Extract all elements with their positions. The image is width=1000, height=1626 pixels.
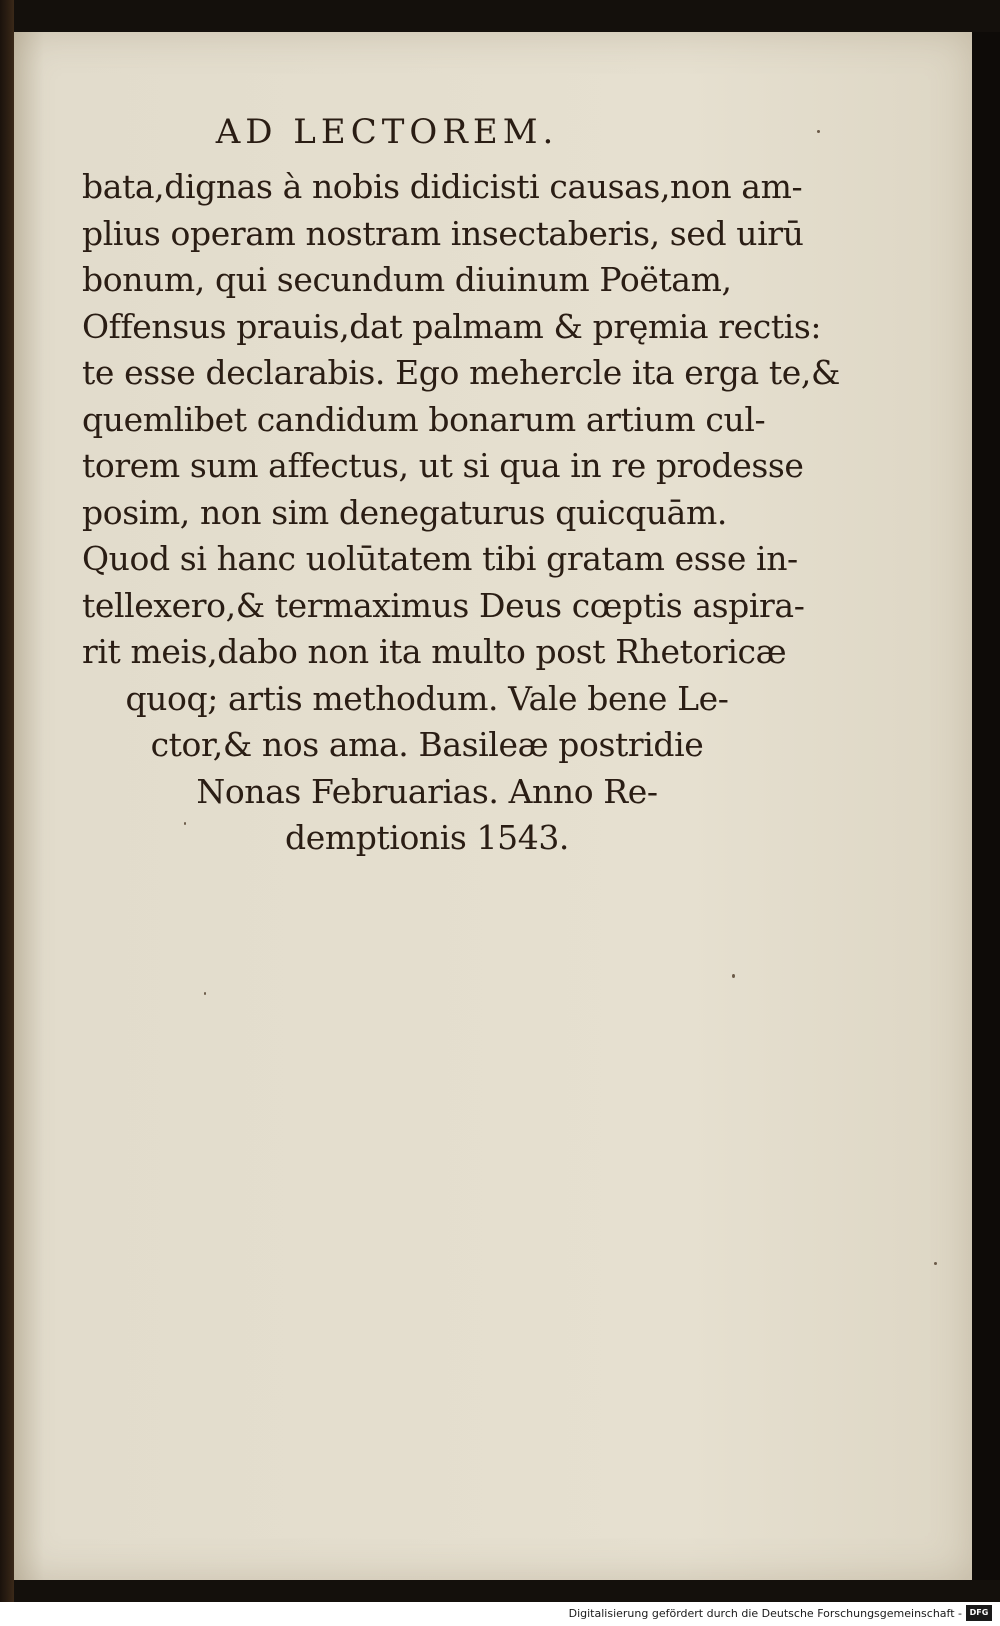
text-line: Offensus prauis,dat palmam & pręmia rectis: bbox=[82, 306, 822, 346]
text-line: bata,dignas à nobis didicisti causas,non am- bbox=[82, 167, 803, 206]
text-line: tellexero,& termaximus Deus cœptis aspira- bbox=[82, 585, 805, 625]
text-line: posim, non sim denegaturus quicquām. bbox=[82, 492, 727, 532]
text-line: quemlibet candidum bonarum artium cul- bbox=[82, 399, 766, 439]
page-text bbox=[82, 108, 840, 862]
paper-speck bbox=[934, 1262, 937, 1265]
closing-line: demptionis 1543. bbox=[284, 818, 570, 857]
text-line: torem sum affectus, ut si qua in re prodesse bbox=[82, 446, 804, 485]
book-spine-edge bbox=[0, 0, 14, 1602]
closing-line: Nonas Februarias. Anno Re- bbox=[196, 771, 658, 811]
text-line: Quod si hanc uolūtatem tibi gratam esse in- bbox=[82, 539, 798, 578]
funding-credit: Digitalisierung gefördert durch die Deutsche Forschungsgemeinschaft - bbox=[568, 1607, 962, 1620]
text-line: plius operam nostram insectaberis, sed uirū bbox=[82, 213, 804, 253]
paper-speck bbox=[817, 130, 820, 133]
scan-background-edge bbox=[972, 32, 1000, 1580]
paper-speck bbox=[204, 992, 206, 995]
text-line: rit meis,dabo non ita multo post Rhetoricæ bbox=[82, 632, 787, 671]
closing-line: quoq; artis methodum. Vale bene Le- bbox=[125, 678, 729, 718]
page-heading: AD LECTOREM. bbox=[215, 112, 559, 152]
text-line: bonum, qui secundum diuinum Poëtam, bbox=[82, 260, 732, 299]
paper-speck bbox=[732, 974, 735, 978]
dfg-logo: DFG bbox=[966, 1605, 992, 1621]
text-line: te esse declarabis. Ego mehercle ita erga te,& bbox=[82, 353, 840, 392]
closing-line: ctor,& nos ama. Basileæ postridie bbox=[150, 725, 704, 764]
digitization-footer bbox=[0, 1602, 1000, 1626]
